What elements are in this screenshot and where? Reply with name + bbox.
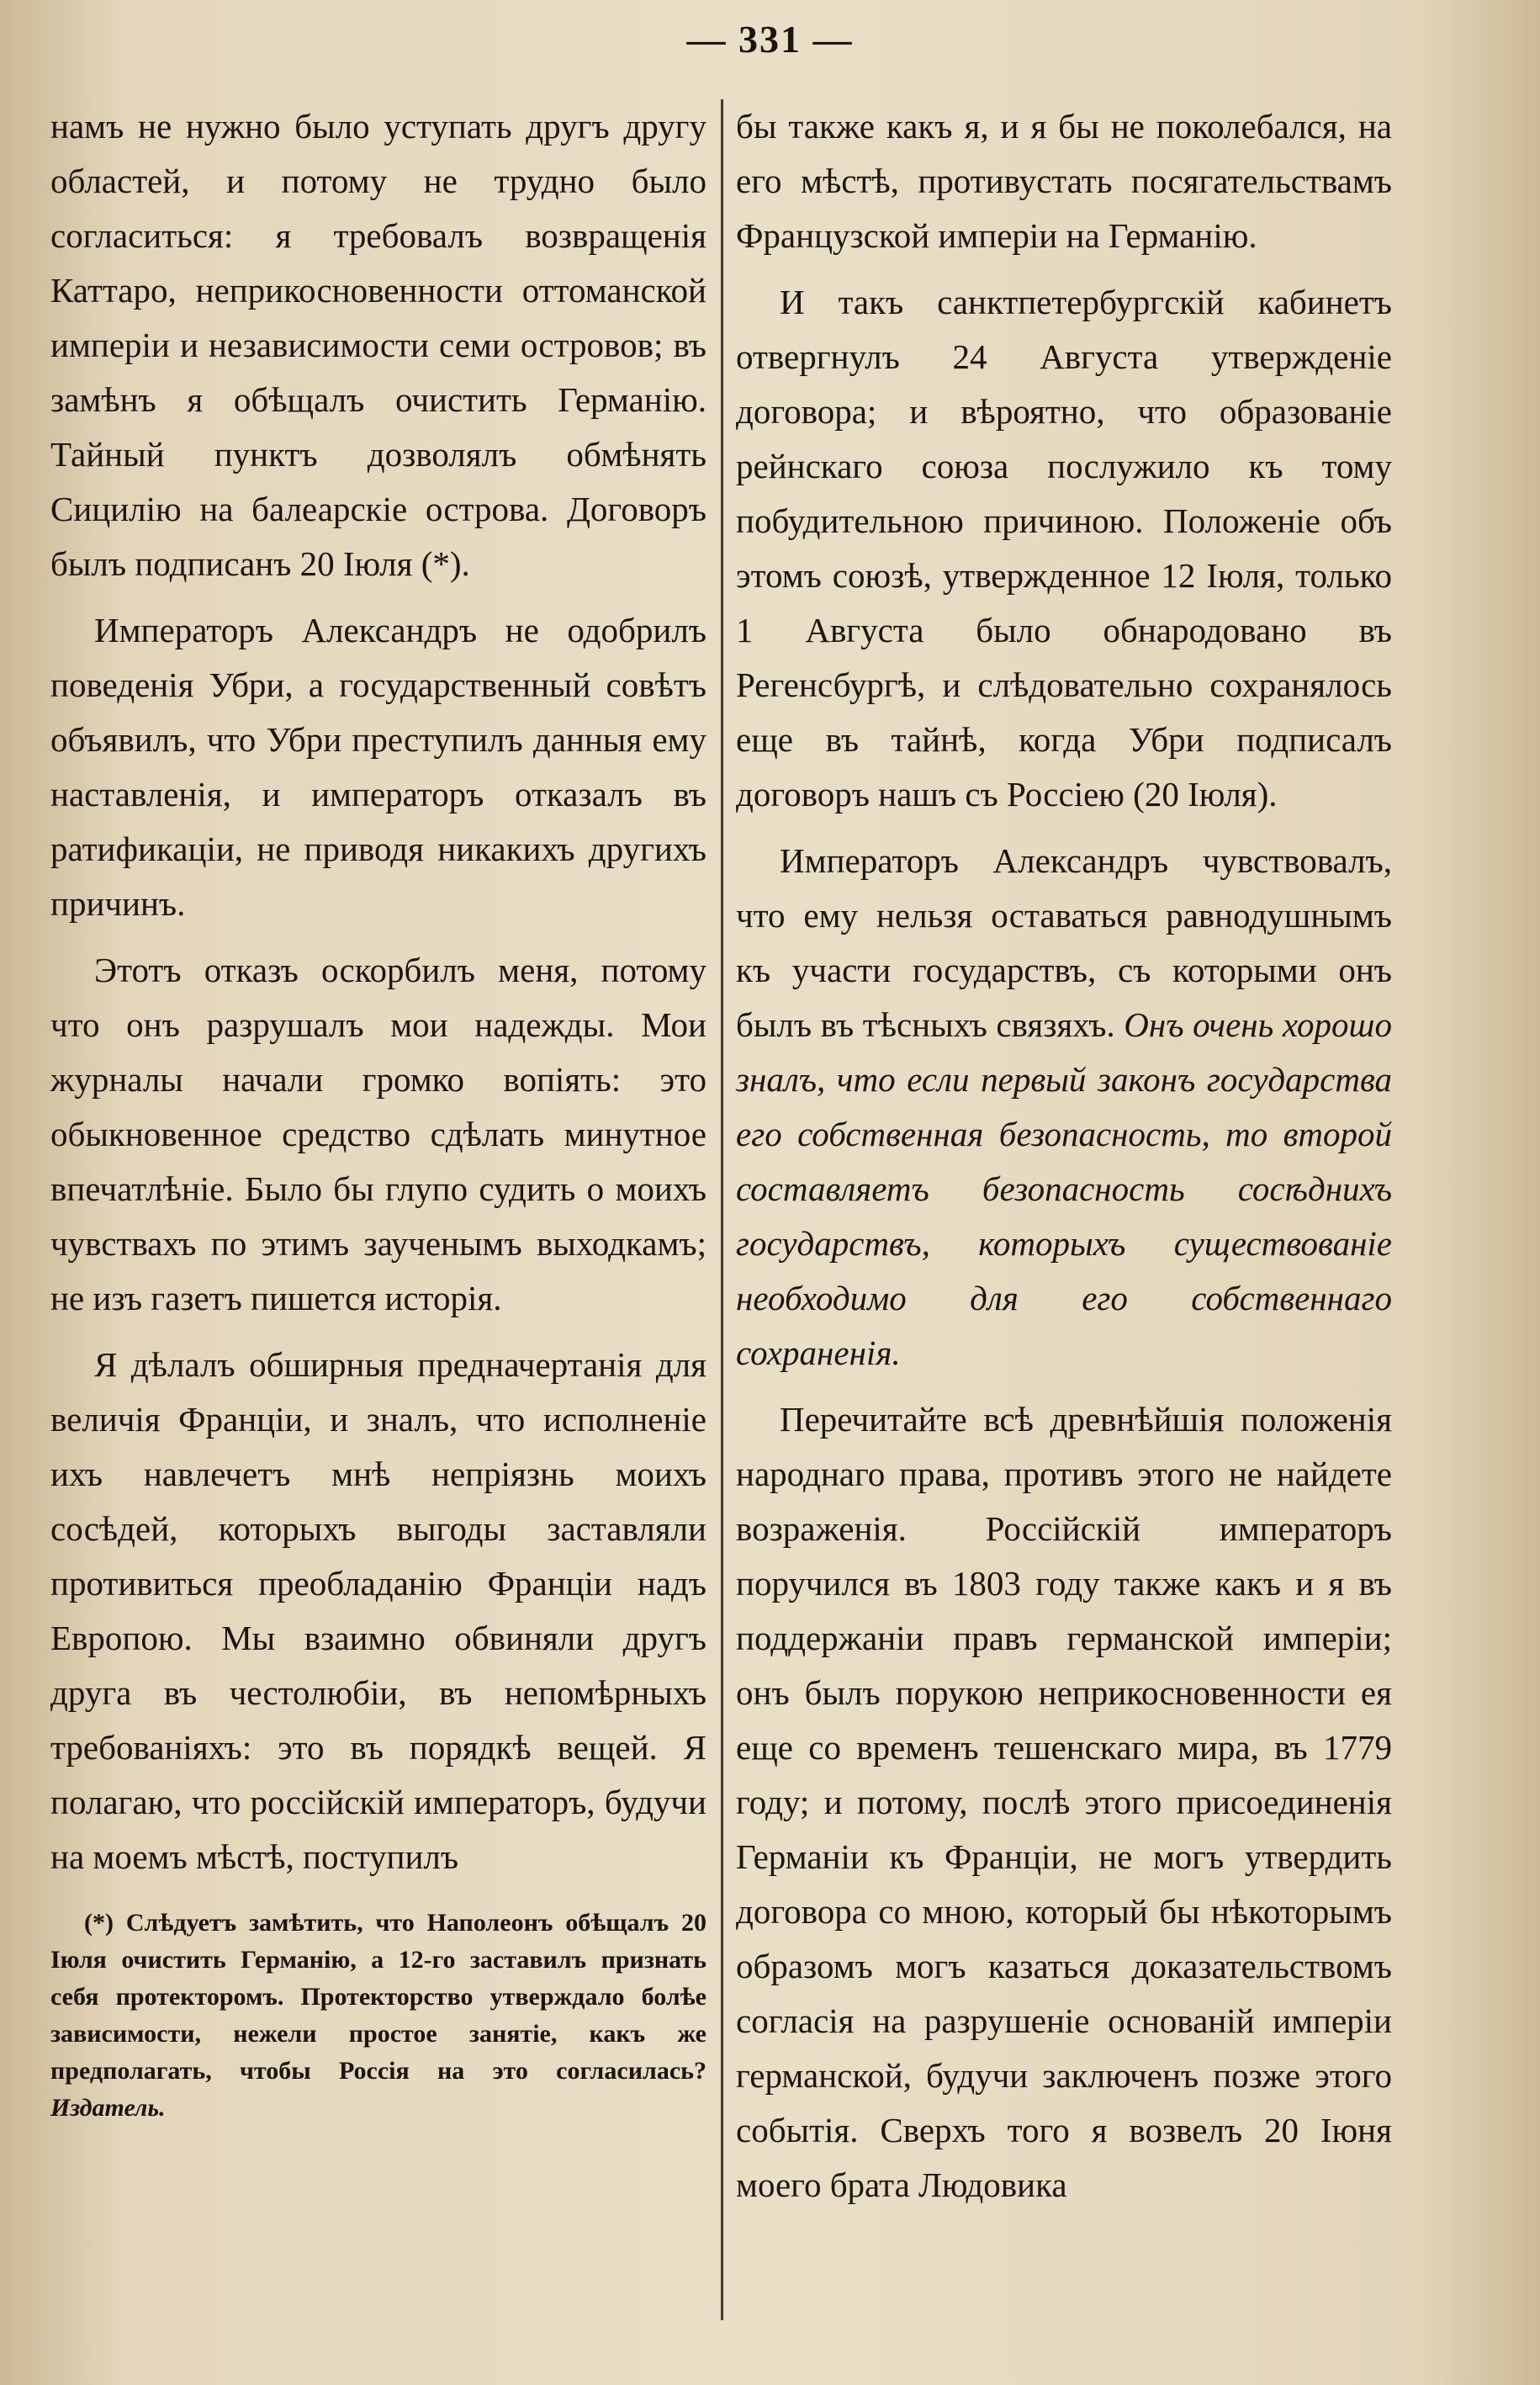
page-number: — 331 — [686,18,854,61]
left-column [50,99,706,2127]
paragraph: Императоръ Александръ не одобрилъ поведенія Убри, а государственный совѣтъ объявилъ, что Убри преступилъ данныя ему наставленія, и императоръ отказалъ въ ратификаціи, не приводя никакихъ другихъ причинъ. [50,611,706,923]
paragraph: И такъ санктпетербургскій кабинетъ отвергнулъ 24 Августа утвержденіе договора; и вѣроятно, что образованіе рейнскаго союза послужило къ тому побудительною причиною. Положеніе объ этомъ союзѣ, утвержденное 12 Іюля, только 1 Августа было обнародовано въ Регенсбургѣ, и слѣдовательно сохранялось еще въ тайнѣ, когда Убри подписалъ договоръ нашъ съ Россіею (20 Іюля). [736,283,1392,814]
paragraph: Этотъ отказъ оскорбилъ меня, потому что онъ разрушалъ мои надежды. Мои журналы начали громко вопіять: это обыкновенное средство сдѣлать минутное впечатлѣніе. Было бы глупо судить о моихъ чувствахъ по этимъ заученымъ выходкамъ; не изъ газетъ пишется исторія. [50,951,706,1317]
paragraph-text: Императоръ Александръ чувствовалъ, что ему нельзя оставаться равнодушнымъ къ участи государствъ, съ которыми онъ былъ въ тѣсныхъ связяхъ. [736,841,1392,1044]
paragraph: намъ не нужно было уступать другъ другу областей, и потому не трудно было согласиться: я требовалъ возвращенія Каттаро, неприкосновенности оттоманской имперіи и независимости семи островов; въ замѣнъ я обѣщалъ очистить Германію. Тайный пунктъ дозволялъ обмѣнять Сицилію на балеарскіе острова. Договоръ былъ подписанъ 20 Іюля (*). [50,107,706,583]
right-column [736,99,1392,2224]
paragraph: Я дѣлалъ обширныя предначертанія для величія Франціи, и зналъ, что исполненіе ихъ навлечетъ мнѣ непріязнь моихъ сосѣдей, которыхъ выгоды заставляли противиться преобладанію Франціи надъ Европою. Мы взаимно обвиняли другъ друга въ честолюбіи, въ непомѣрныхъ требованіяхъ: это въ порядкѣ вещей. Я полагаю, что россійскій императоръ, будучи на моемъ мѣстѣ, поступилъ [50,1345,706,1876]
column-divider [721,99,723,2320]
paragraph: Перечитайте всѣ древнѣйшія положенія народнаго права, противъ этого не найдете возраженія. Россійскій императоръ поручился въ 1803 году также какъ и я въ поддержаніи правъ германской имперіи; онъ былъ порукою неприкосновенности ея еще со временъ тешенскаго мира, въ 1779 году; и потому, послѣ этого присоединенія Германіи къ Франціи, не могъ утвердить договора со мною, который бы нѣкоторымъ образомъ могъ казаться доказательствомъ согласія на разрушеніе основаній имперіи германской, будучи заключенъ позже этого событія. Сверхъ того я возвелъ 20 Іюня моего брата Людовика [736,1400,1392,2204]
paragraph [736,834,1392,1381]
paragraph: бы также какъ я, и я бы не поколебался, на его мѣстѣ, противустать посягательствамъ Французской имперіи на Германію. [736,107,1392,255]
footnote-signature: Издатель. [50,2094,166,2122]
italic-passage: Онъ очень хорошо зналъ, что если первый законъ государства его собственная безопасность, то второй составляетъ безопасность сосѣднихъ государствъ, которыхъ существованіе необходимо для его собственнаго сохраненія. [736,1005,1392,1372]
footnote [50,1905,706,2127]
footnote-text: (*) Слѣдуетъ замѣтить, что Наполеонъ обѣщалъ 20 Іюля очистить Германію, а 12-го заставилъ признать себя протекторомъ. Протекторство утверждало болѣе зависимости, нежели простое занятіе, какъ же предполагать, чтобы Россія на это согласилась? [50,1909,706,2085]
footnote-separator [50,1896,706,1905]
